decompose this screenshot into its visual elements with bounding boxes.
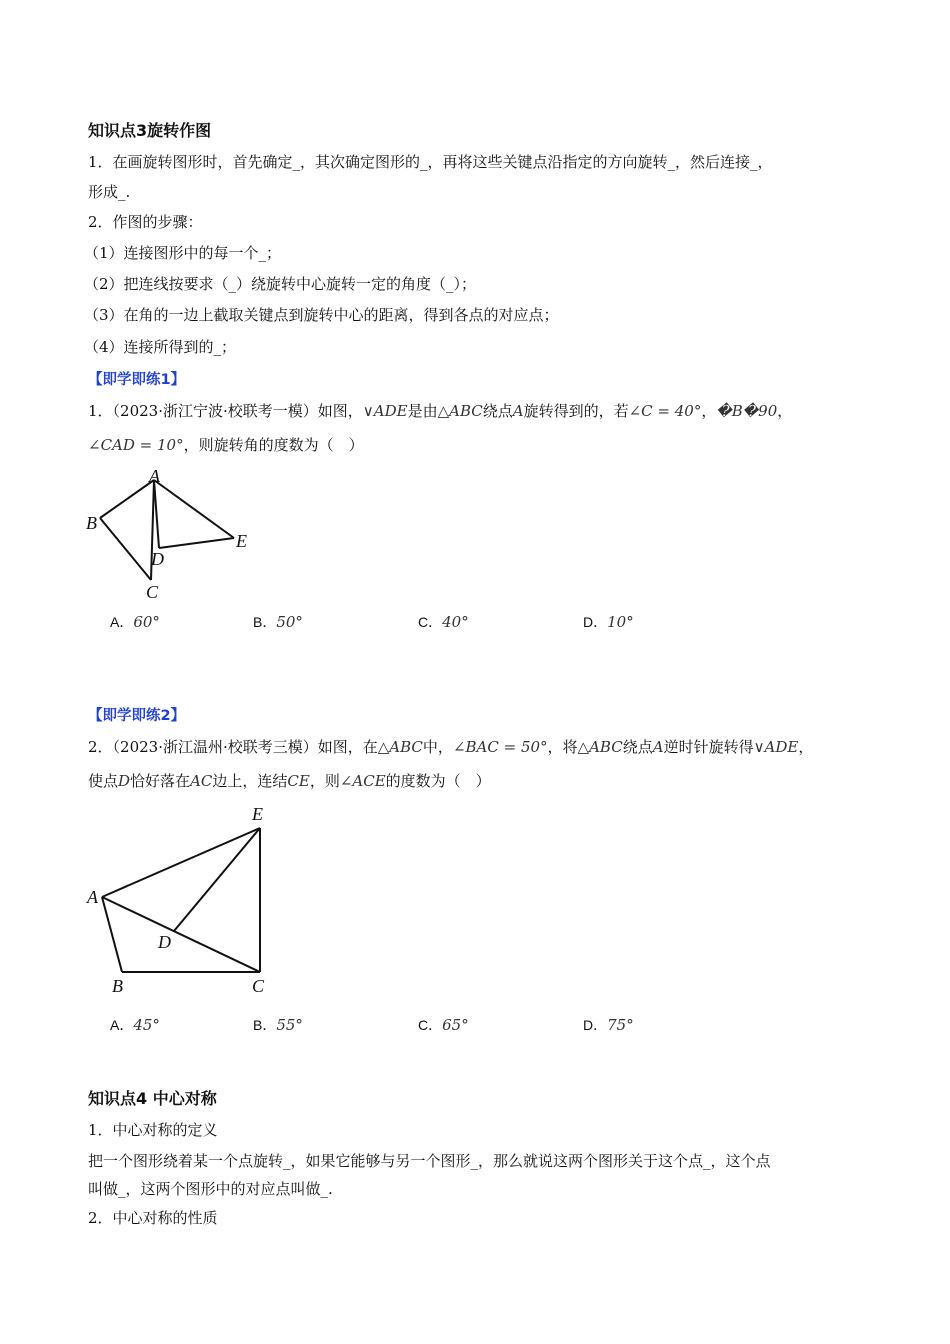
section3-step-3: （3）在角的一边上截取关键点到旋转中心的距离，得到各点的对应点； <box>84 306 559 324</box>
vertex-label-b: B <box>112 976 123 996</box>
section3-step-2: （2）把连线按要求（_）绕旋转中心旋转一定的角度（_）； <box>84 275 477 293</box>
practice2-option-b[interactable]: B．55° <box>253 1016 303 1034</box>
section4-paragraph-3: 2．中心对称的性质 <box>88 1209 218 1227</box>
segment-de <box>174 828 260 931</box>
practice2-figure <box>80 800 280 1000</box>
section3-paragraph-1a: 1．在画旋转图形时，首先确定_，其次确定图形的_，再将这些关键点沿指定的方向旋转_，然后连接_， <box>88 153 773 171</box>
section4-title: 知识点4 中心对称 <box>88 1089 217 1108</box>
vertex-label-a: A <box>149 466 160 486</box>
section4-paragraph-2a: 把一个图形绕着某一个点旋转_，如果它能够与另一个图形_，那么就说这两个图形关于这个点_，这个点 <box>88 1152 771 1170</box>
practice1-option-d[interactable]: D．10° <box>583 613 634 631</box>
section4-paragraph-1: 1．中心对称的定义 <box>88 1121 218 1139</box>
section3-paragraph-2: 2．作图的步骤： <box>88 213 203 231</box>
vertex-label-b: B <box>86 513 97 533</box>
practice2-question-line2: 使点D恰好落在AC边上，连结CE，则∠ACE的度数为（ ） <box>88 772 491 790</box>
practice2-option-c[interactable]: C．65° <box>418 1016 469 1034</box>
section3-step-1: （1）连接图形中的每一个_； <box>84 244 282 262</box>
segment-de <box>159 538 234 548</box>
segment-bc <box>100 518 151 580</box>
vertex-label-a: A <box>87 887 98 907</box>
segment-ad <box>154 480 159 548</box>
segment-ae <box>154 480 234 538</box>
practice1-question-line1: 1．（2023·浙江宁波·校联考一模）如图，∨ADE是由△ABC绕点A旋转得到的，若∠C = 40°，�B�90， <box>88 402 793 420</box>
practice1-figure <box>80 462 270 604</box>
section3-title: 知识点3旋转作图 <box>88 121 212 140</box>
section3-paragraph-1b: 形成_. <box>88 183 131 201</box>
section4-paragraph-2b: 叫做_，这两个图形中的对应点叫做_. <box>88 1180 333 1198</box>
practice2-option-a[interactable]: A．45° <box>110 1016 160 1034</box>
practice2-option-d[interactable]: D．75° <box>583 1016 634 1034</box>
practice2-label: 【即学即练2】 <box>88 708 186 724</box>
practice2-question-line1: 2．（2023·浙江温州·校联考三模）如图，在△ABC中，∠BAC = 50°，将△ABC绕点A逆时针旋转得∨ADE， <box>88 738 814 756</box>
segment-ab <box>100 480 154 518</box>
vertex-label-e: E <box>252 804 263 824</box>
segment-ab <box>102 897 122 972</box>
practice1-option-b[interactable]: B．50° <box>253 613 303 631</box>
segment-ae <box>102 828 260 897</box>
segment-ac <box>102 897 260 972</box>
practice1-question-line2: ∠CAD = 10°，则旋转角的度数为（ ） <box>88 436 364 454</box>
section3-step-4: （4）连接所得到的_； <box>84 338 237 356</box>
vertex-label-c: C <box>252 976 265 996</box>
practice1-option-c[interactable]: C．40° <box>418 613 469 631</box>
vertex-label-d: D <box>158 932 171 952</box>
practice1-option-a[interactable]: A．60° <box>110 613 160 631</box>
practice1-label: 【即学即练1】 <box>88 372 186 388</box>
vertex-label-c: C <box>146 582 159 602</box>
vertex-label-d: D <box>151 549 164 569</box>
vertex-label-e: E <box>236 531 247 551</box>
